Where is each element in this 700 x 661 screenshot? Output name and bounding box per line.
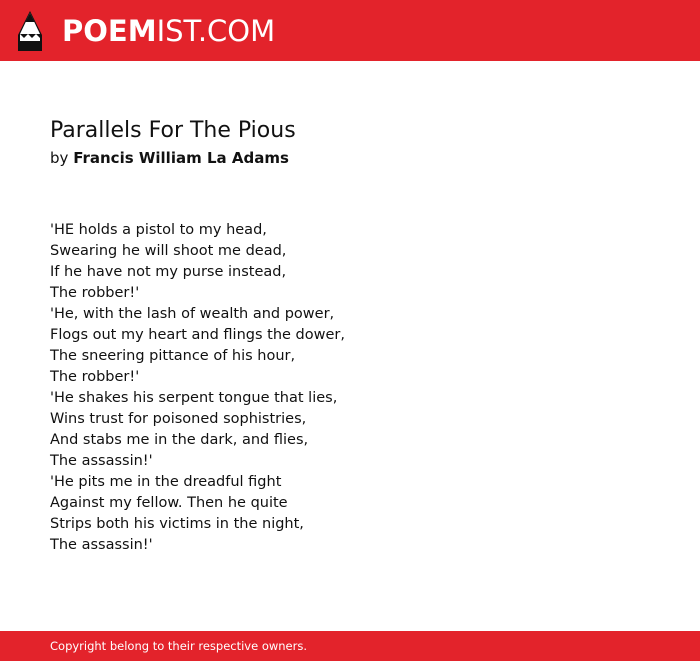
pencil-icon[interactable] [18, 11, 42, 51]
poem-line: 'HE holds a pistol to my head, [50, 222, 267, 238]
poem-line: The robber!' [50, 285, 140, 301]
poem-line: Strips both his victims in the night, [50, 516, 304, 532]
poem-container [50, 115, 650, 556]
poem-body [50, 220, 650, 556]
poem-line: 'He, with the lash of wealth and power, [50, 306, 335, 322]
poem-line: Flogs out my heart and flings the dower, [50, 327, 345, 343]
logo-light-text: IST.COM [156, 14, 276, 48]
copyright-text: Copyright belong to their respective owners. [50, 639, 308, 653]
poem-line: And stabs me in the dark, and flies, [50, 432, 309, 448]
poem-line: The sneering pittance of his hour, [50, 348, 296, 364]
poem-line: 'He pits me in the dreadful fight [50, 474, 282, 490]
poem-line: Swearing he will shoot me dead, [50, 243, 287, 259]
logo-bold-text: POEM [62, 14, 157, 48]
poem-title: Parallels For The Pious [50, 118, 296, 143]
poem-line: The assassin!' [50, 537, 153, 553]
author-name: Francis William La Adams [73, 149, 289, 167]
byline [50, 147, 650, 169]
poem-line: 'He shakes his serpent tongue that lies, [50, 390, 338, 406]
poem-line: Wins trust for poisoned sophistries, [50, 411, 307, 427]
poem-line: The robber!' [50, 369, 140, 385]
poem-line: If he have not my purse instead, [50, 264, 287, 280]
site-footer [0, 631, 700, 661]
site-header [0, 0, 700, 61]
by-label: by [50, 149, 69, 167]
site-logo[interactable] [62, 13, 275, 49]
poem-line: The assassin!' [50, 453, 153, 469]
poem-line: Against my fellow. Then he quite [50, 495, 288, 511]
